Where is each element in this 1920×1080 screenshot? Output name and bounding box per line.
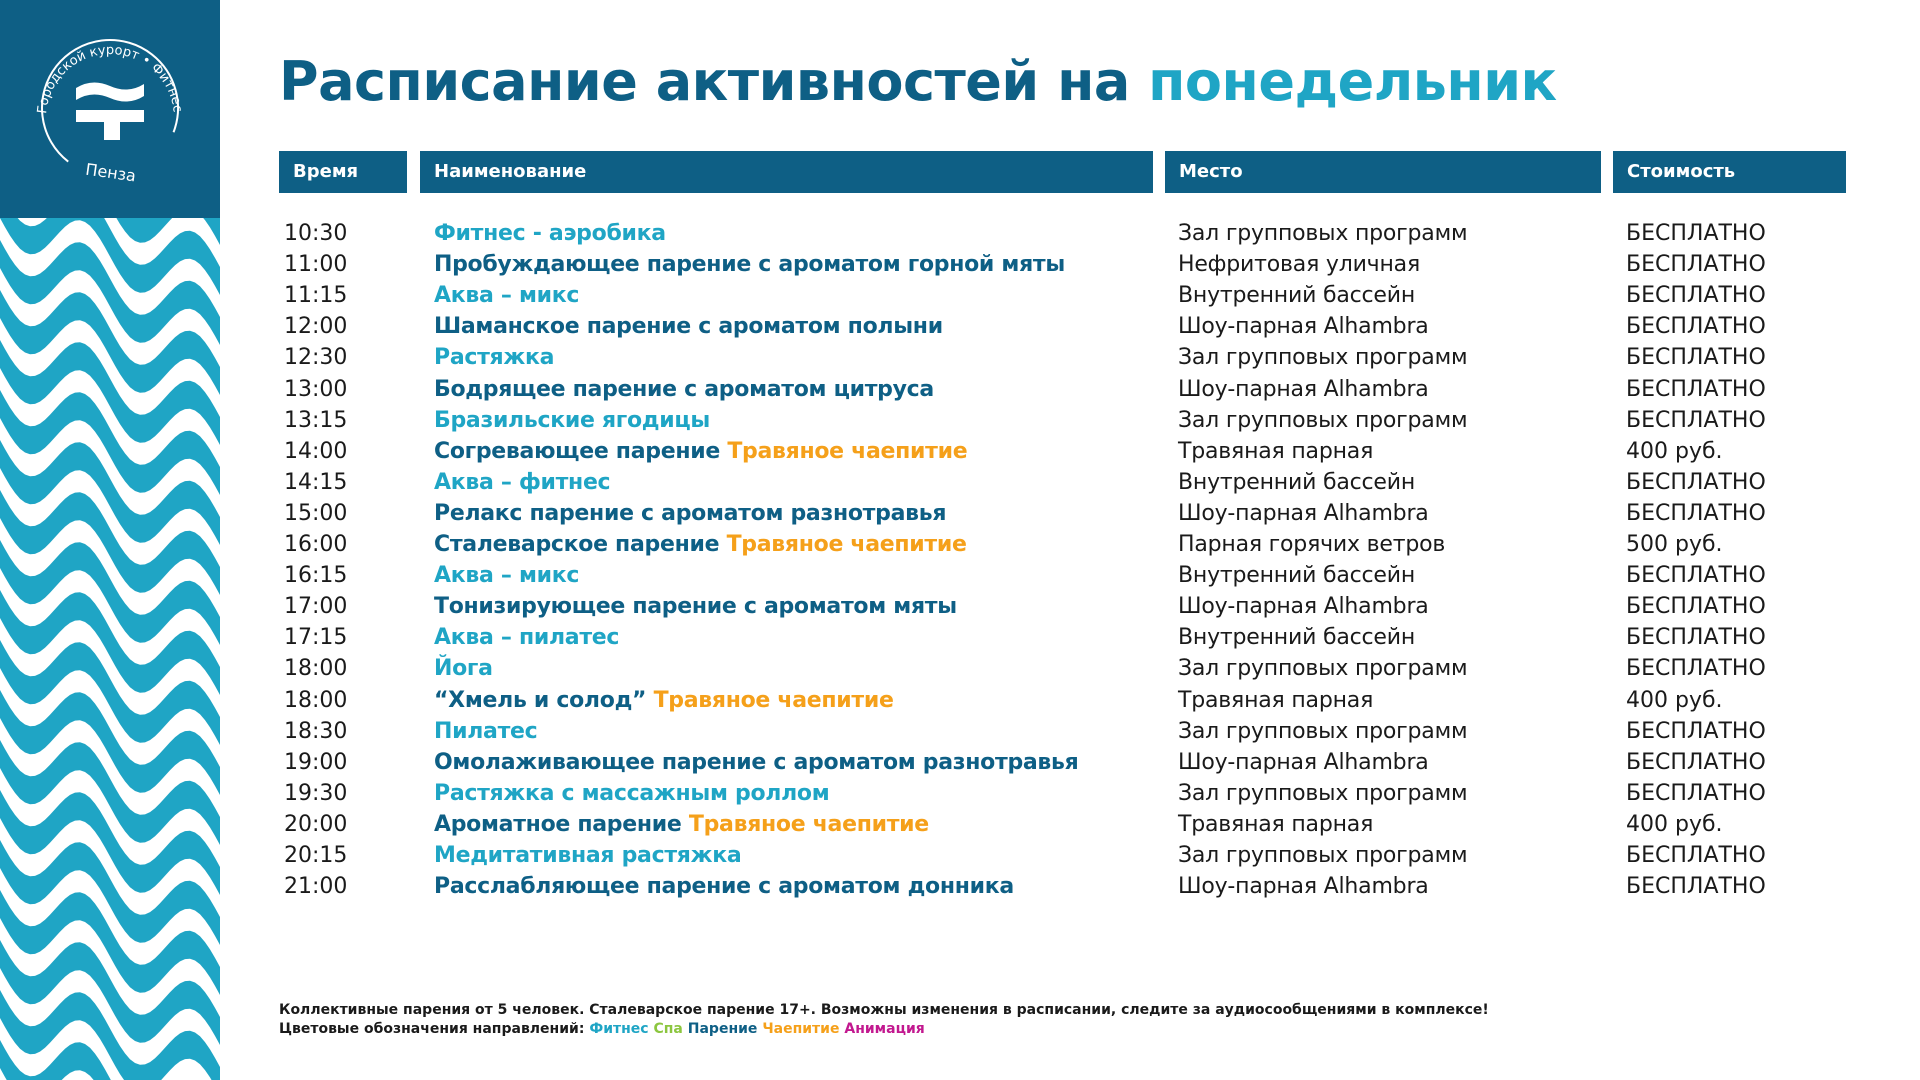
col-time-header: Время [279,151,407,193]
row-activity-name: Аква – микс [434,283,580,309]
row-place: Зал групповых программ [1178,843,1468,868]
row-activity-name: Аква – пилатес [434,625,620,651]
table-row [0,840,1920,871]
row-cost: 500 руб. [1626,532,1723,557]
table-row [0,342,1920,373]
row-activity [434,467,610,498]
row-place: Шоу-парная Alhambra [1178,500,1429,526]
row-time: 21:00 [284,874,348,900]
col-name-header: Наименование [420,151,1153,193]
row-activity-name: Растяжка с массажным роллом [434,780,830,806]
row-time: 19:30 [284,780,348,806]
row-activity-name: Фитнес - аэробика [434,221,666,246]
row-activity [434,529,967,560]
col-place-header: Место [1165,151,1601,193]
col-cost-header: Стоимость [1613,151,1846,193]
row-activity-name: Тонизирующее парение с ароматом мяты [434,594,957,620]
row-cost: БЕСПЛАТНО [1626,407,1766,433]
row-activity [434,249,1065,280]
row-activity [434,747,1079,778]
legend-animation: Анимация [844,1021,925,1037]
row-cost: БЕСПЛАТНО [1626,625,1766,651]
row-cost: БЕСПЛАТНО [1626,780,1766,806]
row-time: 14:00 [284,438,348,464]
table-row [0,436,1920,467]
row-activity-name: Омолаживающее парение с ароматом разнотравья [434,749,1079,775]
row-place: Травяная парная [1178,687,1374,713]
row-place: Шоу-парная Alhambra [1178,594,1429,620]
row-time: 18:00 [284,687,348,713]
row-place: Травяная парная [1178,811,1374,837]
row-place: Зал групповых программ [1178,407,1468,433]
row-tea-label: Травяное чаепитие [653,687,894,713]
row-tea-label: Травяное чаепитие [726,532,967,557]
row-time: 17:00 [284,594,348,620]
row-activity [434,218,666,249]
row-place: Шоу-парная Alhambra [1178,376,1429,402]
row-activity [434,436,967,467]
table-row [0,809,1920,840]
row-activity [434,653,493,684]
table-row [0,871,1920,902]
row-activity [434,498,946,529]
table-row [0,685,1920,716]
row-time: 17:15 [284,625,348,651]
row-activity [434,560,579,591]
row-time: 20:15 [284,843,348,868]
footer [279,1001,1489,1039]
table-row [0,311,1920,342]
row-cost: БЕСПЛАТНО [1626,563,1766,589]
row-place: Травяная парная [1178,438,1374,464]
legend-label: Цветовые обозначения направлений: [279,1021,585,1037]
row-activity [434,871,1014,902]
row-place: Зал групповых программ [1178,656,1468,682]
row-time: 16:00 [284,532,348,557]
row-place: Шоу-парная Alhambra [1178,314,1429,340]
table-row [0,374,1920,405]
table-row [0,622,1920,653]
row-place: Зал групповых программ [1178,221,1468,246]
row-cost: БЕСПЛАТНО [1626,843,1766,868]
row-cost: БЕСПЛАТНО [1626,749,1766,775]
row-activity [434,342,554,373]
row-time: 11:00 [284,252,348,278]
title-accent: понедельник [1148,50,1557,113]
row-activity [434,778,829,809]
row-activity-name: Расслабляющее парение с ароматом донника [434,874,1014,900]
logo-city: Пенза [84,159,138,186]
footer-note: Коллективные парения от 5 человек. Сталеварское парение 17+. Возможны изменения в расписании, следите за аудиосообщениями в комплексе! [279,1002,1489,1018]
row-place: Шоу-парная Alhambra [1178,749,1429,775]
row-activity-name: Медитативная растяжка [434,843,742,868]
row-activity [434,405,710,436]
row-tea-label: Травяное чаепитие [727,438,968,464]
row-time: 12:00 [284,314,348,340]
row-cost: БЕСПЛАТНО [1626,376,1766,402]
row-time: 18:00 [284,656,348,682]
table-row [0,591,1920,622]
table-row [0,653,1920,684]
row-activity [434,311,943,342]
row-cost: БЕСПЛАТНО [1626,345,1766,371]
row-tea-label: Травяное чаепитие [688,811,929,837]
row-time: 15:00 [284,500,348,526]
legend-parenie: Парение [687,1021,758,1037]
row-cost: БЕСПЛАТНО [1626,656,1766,682]
row-activity-name: Растяжка [434,345,555,371]
row-time: 10:30 [284,221,348,246]
row-activity [434,809,929,840]
row-activity-name: Йога [434,656,493,682]
row-cost: БЕСПЛАТНО [1626,314,1766,340]
table-row [0,218,1920,249]
row-activity-name: Пилатес [434,718,538,744]
row-activity [434,591,957,622]
row-place: Шоу-парная Alhambra [1178,874,1429,900]
row-cost: БЕСПЛАТНО [1626,718,1766,744]
row-cost: 400 руб. [1626,687,1723,713]
row-place: Зал групповых программ [1178,345,1468,371]
row-activity-name: Релакс парение с ароматом разнотравья [434,500,947,526]
table-row [0,747,1920,778]
logo-emblem [0,0,220,218]
table-header [0,151,1920,193]
row-cost: БЕСПЛАТНО [1626,252,1766,278]
legend-tea: Чаепитие [762,1021,840,1037]
title-main: Расписание активностей на [279,50,1149,113]
table-row [0,498,1920,529]
table-row [0,405,1920,436]
row-activity [434,280,579,311]
row-activity-name: Бодрящее парение с ароматом цитруса [434,376,934,402]
row-time: 13:15 [284,407,348,433]
logo-mark-icon [76,82,144,140]
row-place: Внутренний бассейн [1178,563,1416,589]
row-place: Внутренний бассейн [1178,469,1416,495]
row-place: Зал групповых программ [1178,718,1468,744]
row-cost: БЕСПЛАТНО [1626,221,1766,246]
footer-legend [279,1020,1489,1039]
table-row [0,280,1920,311]
row-cost: БЕСПЛАТНО [1626,594,1766,620]
table-row [0,529,1920,560]
row-activity [434,622,619,653]
row-place: Внутренний бассейн [1178,625,1416,651]
row-cost: БЕСПЛАТНО [1626,874,1766,900]
row-activity [434,716,537,747]
row-cost: БЕСПЛАТНО [1626,469,1766,495]
row-activity-name: Согревающее парение [434,438,720,464]
row-time: 16:15 [284,563,348,589]
row-activity [434,840,741,871]
row-activity-name: Пробуждающее парение с ароматом горной мяты [434,252,1065,278]
table-row [0,249,1920,280]
legend-fitness: Фитнес [589,1021,649,1037]
row-cost: 400 руб. [1626,438,1723,464]
row-activity [434,685,894,716]
row-place: Парная горячих ветров [1178,532,1446,557]
logo-arc-text: Городской курорт • Фитнес [35,42,185,115]
row-place: Зал групповых программ [1178,780,1468,806]
legend-spa: Спа [653,1021,683,1037]
row-place: Нефритовая уличная [1178,252,1420,278]
table-row [0,467,1920,498]
row-activity-name: Бразильские ягодицы [434,407,710,433]
row-activity-name: Сталеварское парение [434,532,720,557]
row-time: 18:30 [284,718,348,744]
row-cost: 400 руб. [1626,811,1723,837]
row-time: 12:30 [284,345,348,371]
row-time: 13:00 [284,376,348,402]
row-time: 11:15 [284,283,348,309]
logo [0,0,220,218]
row-cost: БЕСПЛАТНО [1626,283,1766,309]
table-row [0,778,1920,809]
row-activity-name: Аква – фитнес [434,469,611,495]
page-title [279,50,1557,113]
row-activity-name: Ароматное парение [434,811,682,837]
table-row [0,560,1920,591]
row-activity-name: “Хмель и солод” [434,687,647,713]
row-cost: БЕСПЛАТНО [1626,500,1766,526]
row-place: Внутренний бассейн [1178,283,1416,309]
row-time: 20:00 [284,811,348,837]
row-activity [434,374,934,405]
table-row [0,716,1920,747]
row-time: 19:00 [284,749,348,775]
row-time: 14:15 [284,469,348,495]
row-activity-name: Шаманское парение с ароматом полыни [434,314,943,340]
row-activity-name: Аква – микс [434,563,580,589]
